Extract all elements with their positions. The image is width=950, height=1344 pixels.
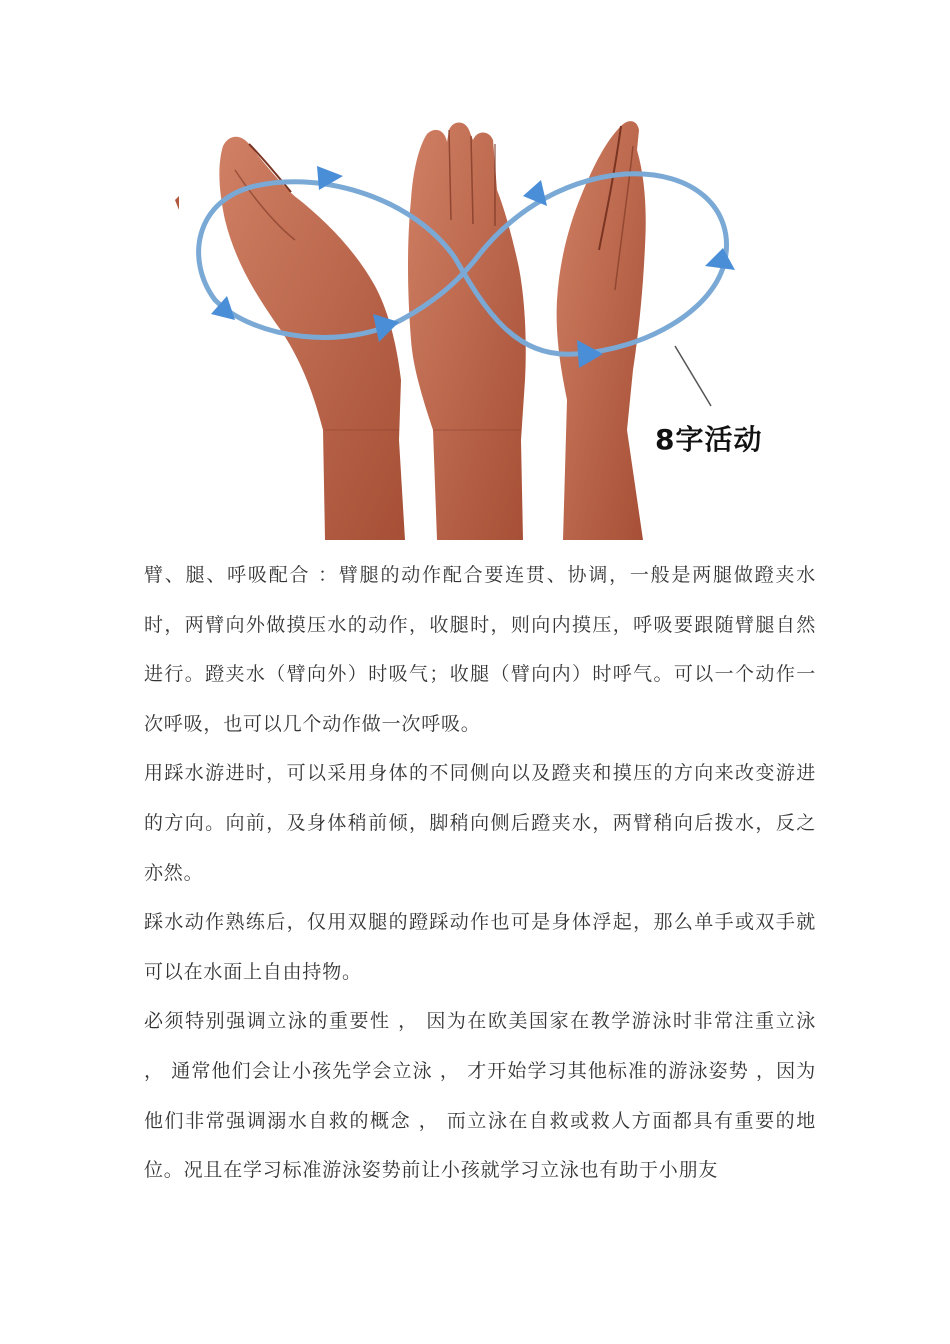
paragraph-float: 踩水动作熟练后，仅用双腿的蹬踩动作也可是身体浮起，那么单手或双手就可以在水面上自由持物。 <box>144 911 816 983</box>
paragraph-coordination: 臂、腿、呼吸配合 ：臂腿的动作配合要连贯、协调，一般是两腿做蹬夹水时，两臂向外做摸压水的动作，收腿时，则向内摸压，呼吸要跟随臂腿自然进行。蹬夹水（臂向外）时吸气；收腿（臂向内）时呼气。可以一个动作一次呼吸，也可以几个动作做一次呼吸。 <box>144 564 816 735</box>
figure-eight-hands-illustration <box>175 100 780 540</box>
figure-caption: 8字活动 <box>655 423 763 456</box>
right-hand-shape <box>557 121 646 540</box>
arrow-right <box>705 248 735 270</box>
edge-mark <box>175 196 179 210</box>
paragraph-importance: 必须特别强调立泳的重要性 ， 因为在欧美国家在教学游泳时非常注重立泳 ， 通常他们会让小孩先学会立泳 ， 才开始学习其他标准的游泳姿势 ，因为他们非常强调溺水自救的概念 ， 而立泳在自救或救人方面都具有重要的地位。况且在学习标准游泳姿势前让小孩就学习立泳也有助于小朋友 <box>144 1010 823 1182</box>
right-hand-icon <box>557 121 646 540</box>
article-body <box>144 551 823 1196</box>
pointer-line-icon <box>675 346 711 406</box>
hands-figure-svg <box>175 100 780 540</box>
paragraph-direction: 用踩水游进时，可以采用身体的不同侧向以及蹬夹和摸压的方向来改变游进的方向。向前，及身体稍前倾，脚稍向侧后蹬夹水，两臂稍向后拨水，反之亦然。 <box>144 762 816 884</box>
